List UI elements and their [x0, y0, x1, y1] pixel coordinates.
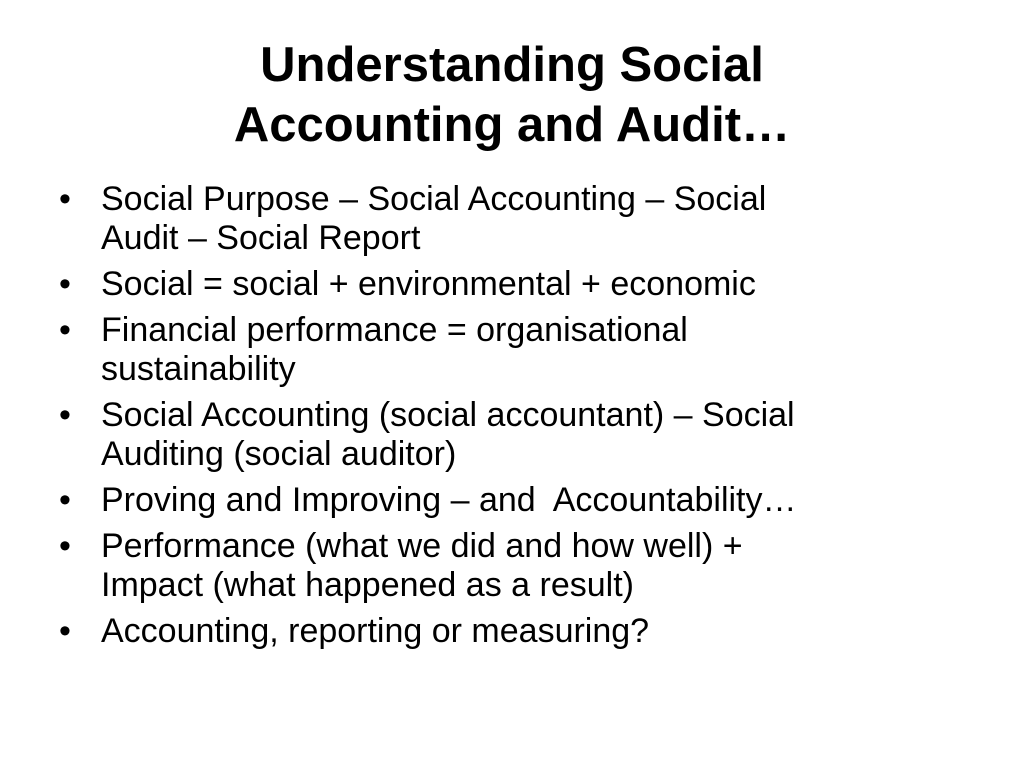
bullet-point-icon: • [59, 396, 71, 434]
bullet-item [56, 612, 956, 651]
bullet-point-icon: • [59, 265, 71, 303]
slide-title [60, 35, 964, 155]
bullet-point-icon: • [59, 481, 71, 519]
bullet-text-line: Proving and Improving – and Accountability… [101, 481, 797, 519]
bullet-item [56, 481, 956, 520]
bullet-text-line: Social Purpose – Social Accounting – Social [101, 180, 767, 218]
slide-title-line: Accounting and Audit… [233, 98, 791, 152]
bullet-item [56, 180, 956, 258]
bullet-text-line: Social = social + environmental + economic [101, 265, 756, 303]
bullet-item [56, 311, 956, 389]
bullet-point-icon: • [59, 180, 71, 218]
bullet-list [56, 180, 956, 658]
bullet-text-line: Financial performance = organisational [101, 311, 688, 349]
bullet-point-icon: • [59, 612, 71, 650]
bullet-point-icon: • [59, 311, 71, 349]
bullet-text-line: Impact (what happened as a result) [101, 566, 634, 604]
bullet-text-line: Auditing (social auditor) [101, 435, 457, 473]
bullet-item [56, 265, 956, 304]
bullet-item [56, 396, 956, 474]
bullet-point-icon: • [59, 527, 71, 565]
bullet-text-line: Accounting, reporting or measuring? [101, 612, 650, 650]
bullet-text-line: Social Accounting (social accountant) – Social [101, 396, 795, 434]
bullet-item [56, 527, 956, 605]
bullet-text-line: Performance (what we did and how well) + [101, 527, 743, 565]
bullet-text-line: Audit – Social Report [101, 219, 421, 257]
bullet-text-line: sustainability [101, 350, 296, 388]
slide-title-line: Understanding Social [260, 38, 764, 92]
